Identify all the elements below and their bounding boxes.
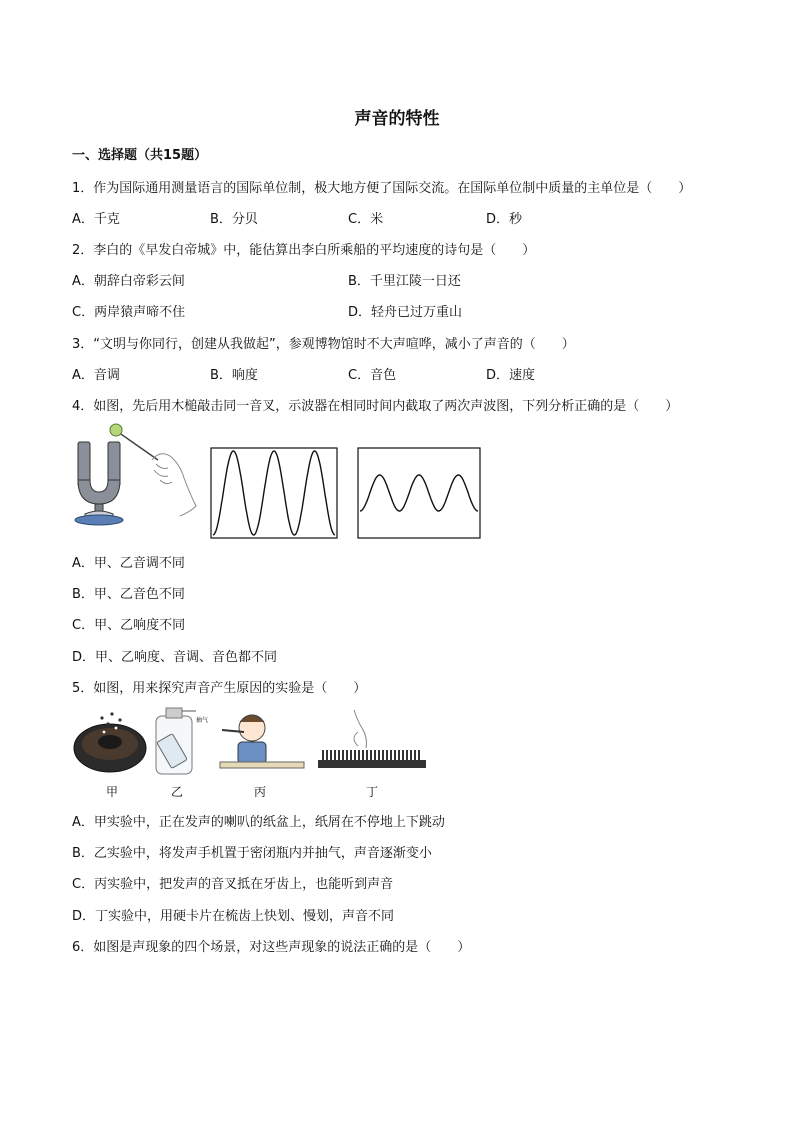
caption-jia: 甲	[105, 785, 118, 799]
q3-option-c: C．音色	[348, 368, 397, 383]
q4-option-b: B．甲、乙音色不同	[72, 587, 185, 602]
q2-option-d: D．轻舟已过万重山	[348, 305, 463, 320]
q4-option-a: A．甲、乙音调不同	[72, 556, 185, 571]
q5-option-d: D．丁实验中，用硬卡片在梳齿上快划、慢划，声音不同	[72, 909, 395, 924]
q1-option-d: D．秒	[486, 212, 523, 227]
q5-option-c: C．丙实验中，把发声的音叉抵在牙齿上，也能听到声音	[72, 877, 394, 892]
tuning-fork-icon	[75, 442, 123, 525]
comb-card-icon	[318, 710, 426, 768]
q4-option-d: D．甲、乙响度、音调、音色都不同	[72, 650, 278, 665]
q2-option-a: A．朝辞白帝彩云间	[72, 274, 185, 289]
question-3-stem: 3．“文明与你同行，创建从我做起”，参观博物馆时不大声喧哗，减小了声音的（ ）	[72, 337, 575, 352]
caption-ding: 丁	[365, 785, 378, 799]
question-2-stem: 2．李白的《早发白帝城》中，能估算出李白所乘船的平均速度的诗句是（ ）	[72, 243, 536, 258]
caption-yi: 乙	[170, 785, 183, 799]
q1-option-a: A．千克	[72, 212, 120, 227]
pump-label: 抽气	[196, 717, 209, 724]
q3-option-d: D．速度	[486, 368, 536, 383]
q2-option-c: C．两岸猿声啼不住	[72, 305, 186, 320]
question-1-stem: 1．作为国际通用测量语言的国际单位制，极大地方便了国际交流。在国际单位制中质量的主单位是（ ）	[72, 181, 692, 196]
hand-icon	[152, 454, 196, 516]
q1-option-c: C．米	[348, 212, 384, 227]
section-heading: 一、选择题（共15题）	[72, 148, 208, 163]
tuning-fork-oscilloscope-figure	[72, 420, 492, 544]
q2-option-b: B．千里江陵一日还	[348, 274, 461, 289]
person-tuning-fork-icon	[220, 715, 304, 768]
q3-option-b: B．响度	[210, 368, 258, 383]
question-5-stem: 5．如图，用来探究声音产生原因的实验是（ ）	[72, 681, 367, 696]
caption-bing: 丙	[253, 785, 266, 799]
q1-option-b: B．分贝	[210, 212, 258, 227]
waveform-yi	[358, 448, 480, 538]
q5-option-b: B．乙实验中，将发声手机置于密闭瓶内并抽气，声音逐渐变小	[72, 846, 432, 861]
sealed-bottle-phone-icon	[156, 708, 196, 774]
q4-option-c: C．甲、乙响度不同	[72, 618, 186, 633]
speaker-icon	[74, 712, 146, 772]
page-title: 声音的特性	[354, 109, 440, 129]
question-6-stem: 6．如图是声现象的四个场景，对这些声现象的说法正确的是（ ）	[72, 940, 471, 955]
q5-option-a: A．甲实验中，正在发声的喇叭的纸盆上，纸屑在不停地上下跳动	[72, 815, 445, 830]
q3-option-a: A．音调	[72, 368, 120, 383]
question-4-stem: 4．如图，先后用木槌敲击同一音叉，示波器在相同时间内截取了两次声波图，下列分析正确的是（ ）	[72, 399, 679, 414]
waveform-jia	[211, 448, 337, 538]
sound-experiments-figure	[72, 702, 432, 782]
